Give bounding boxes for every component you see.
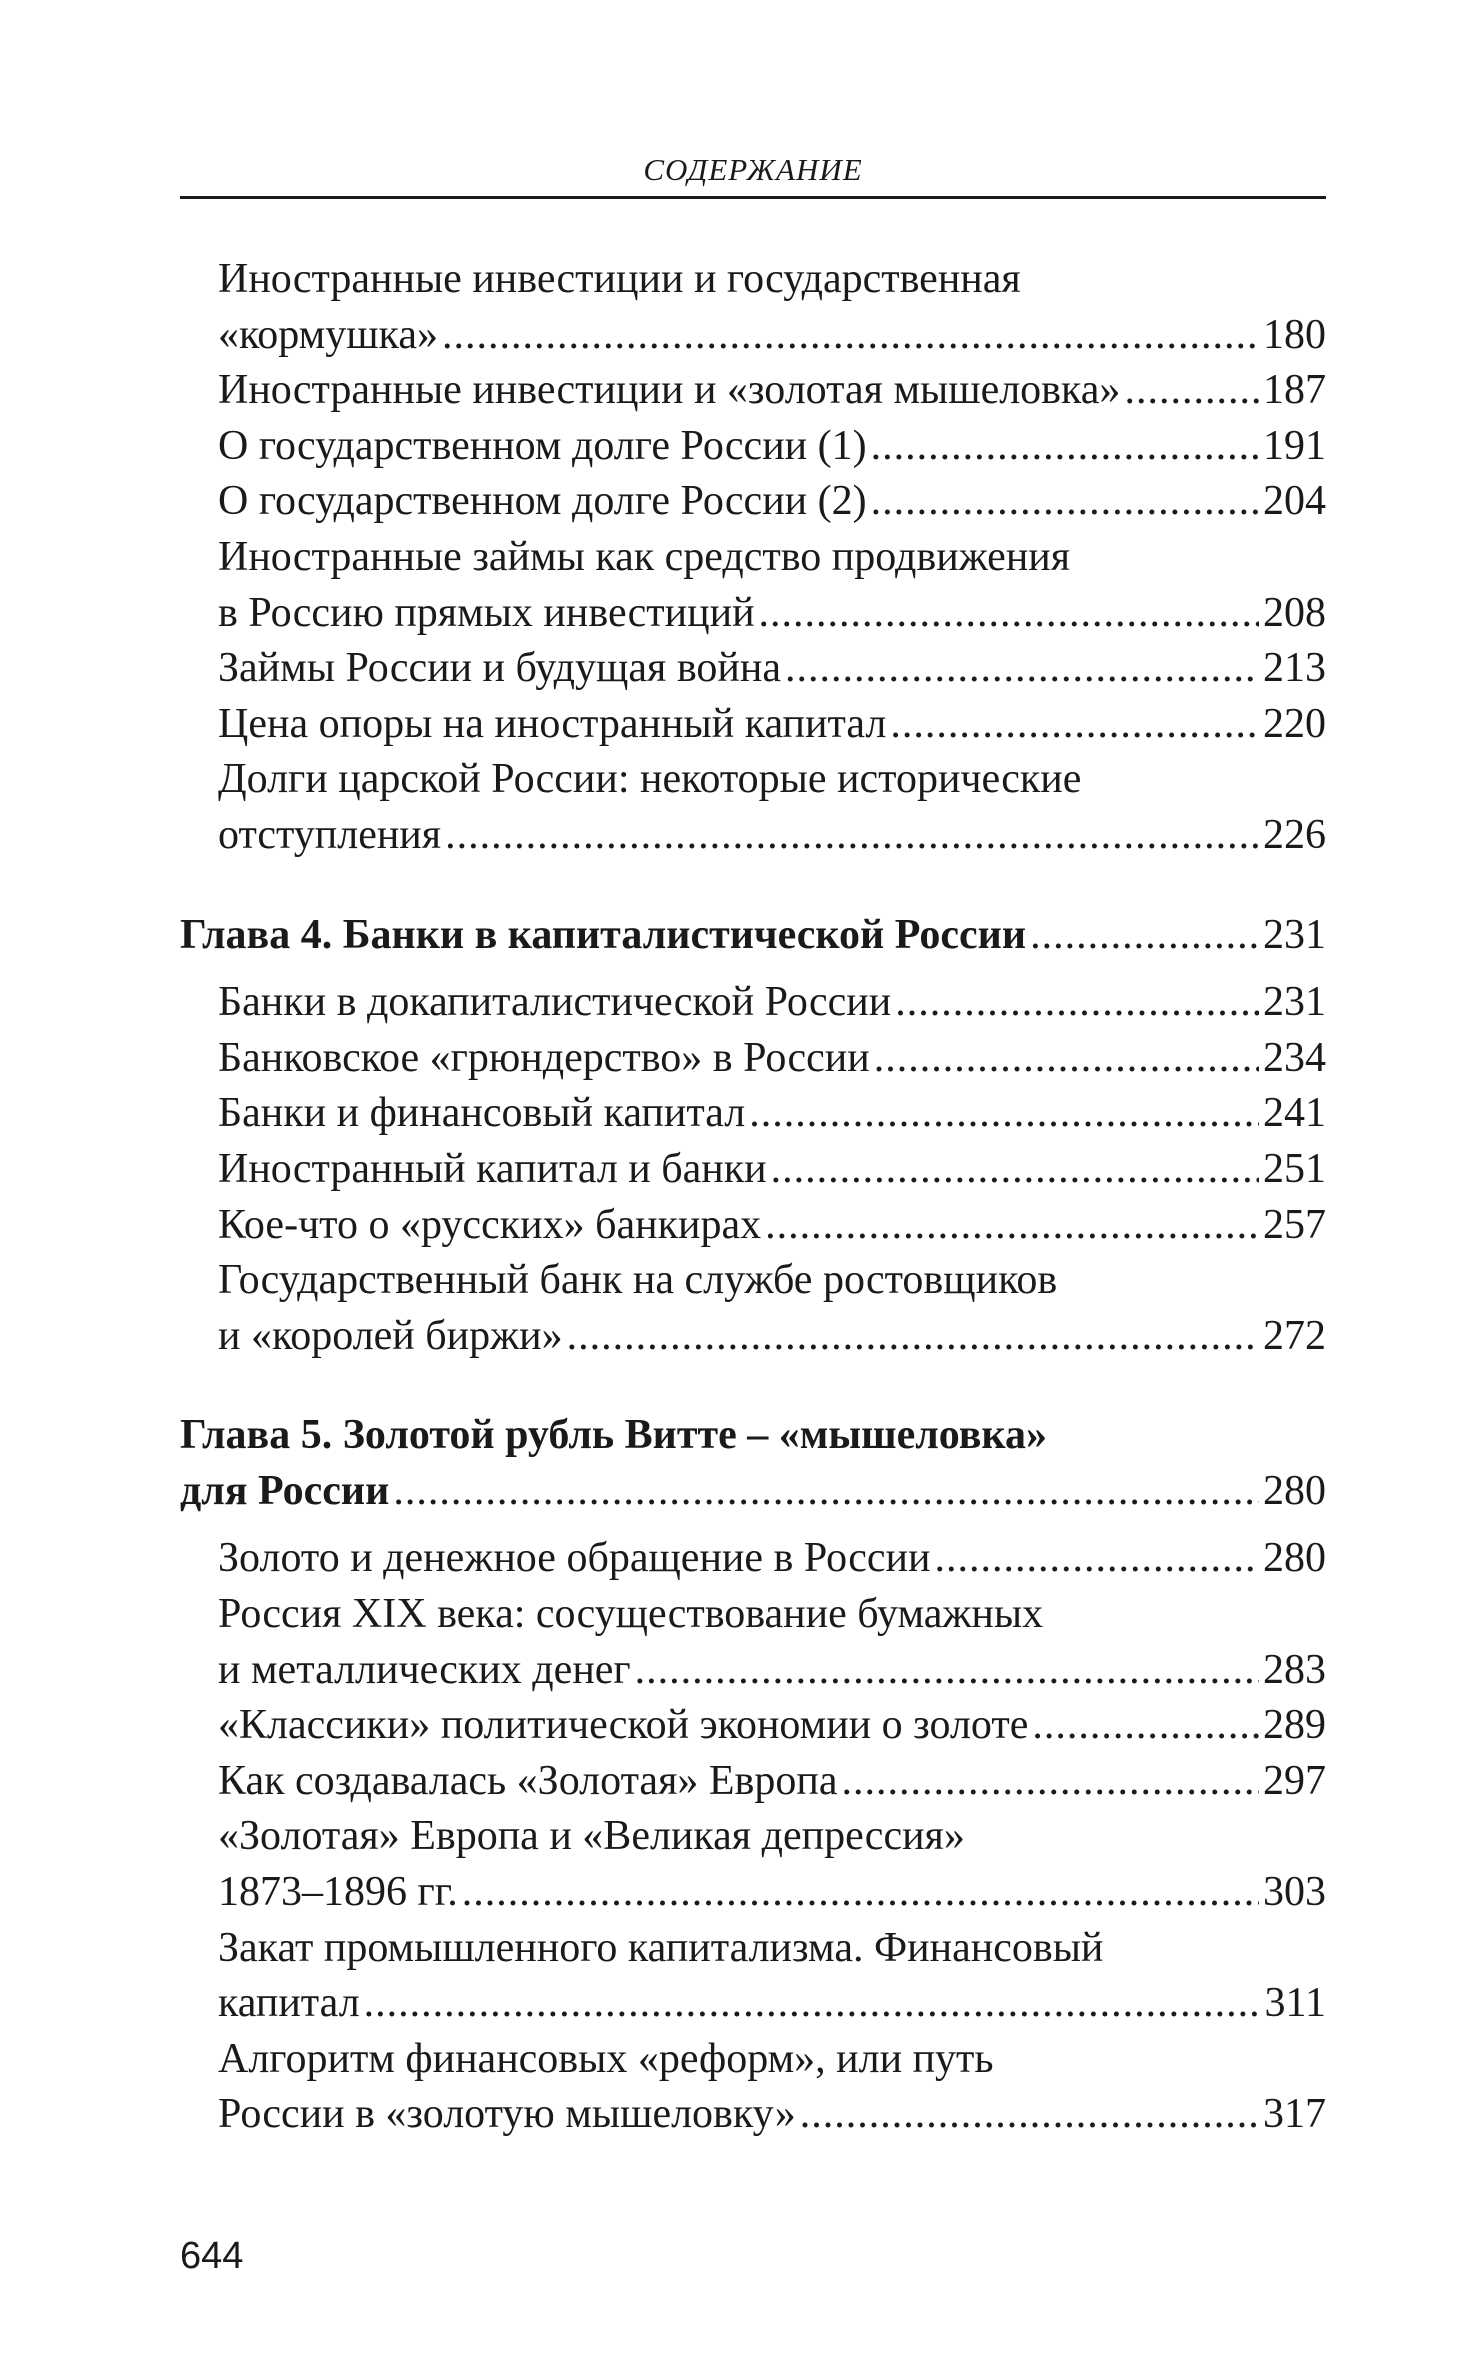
dot-leader bbox=[934, 1531, 1259, 1587]
toc-entry-line bbox=[180, 1142, 1326, 1198]
dot-leader bbox=[749, 1086, 1259, 1142]
toc-entry-title: в Россию прямых инвестиций bbox=[218, 589, 755, 636]
toc-entry-title: Глава 5. Золотой рубль Витте – «мышеловка» bbox=[180, 1412, 1047, 1459]
toc-entry-line bbox=[180, 1253, 1326, 1309]
toc-page-number: 251 bbox=[1263, 1145, 1326, 1192]
toc-entry-title: «Классики» политической экономии о золоте bbox=[218, 1702, 1029, 1749]
toc-entry-line bbox=[180, 530, 1326, 586]
toc-entry-title: отступления bbox=[218, 811, 442, 858]
toc-page-number: 226 bbox=[1263, 811, 1326, 858]
toc-page-number: 187 bbox=[1263, 367, 1326, 414]
dot-leader bbox=[842, 1754, 1260, 1810]
toc-entry-title: и металлических денег bbox=[218, 1646, 631, 1693]
dot-leader bbox=[445, 808, 1259, 864]
toc-entry-line bbox=[180, 1921, 1326, 1977]
toc-entry-title: Глава 4. Банки в капиталистической России bbox=[180, 911, 1027, 958]
toc-page-number: 303 bbox=[1263, 1869, 1326, 1916]
dot-leader bbox=[765, 1198, 1259, 1254]
toc-page-number: 280 bbox=[1263, 1467, 1326, 1514]
toc-entry-line bbox=[180, 586, 1326, 642]
toc-entry-title: О государственном долге России (1) bbox=[218, 422, 867, 469]
toc-entry-line bbox=[180, 1031, 1326, 1087]
dot-leader bbox=[871, 419, 1259, 475]
toc-entry-line bbox=[180, 419, 1326, 475]
toc-entry-title: Государственный банк на службе ростовщиков bbox=[218, 1257, 1058, 1304]
dot-leader bbox=[567, 1309, 1259, 1365]
toc-page-number: 257 bbox=[1263, 1201, 1326, 1248]
toc-page-number: 180 bbox=[1263, 311, 1326, 358]
toc-entry-title: Иностранные инвестиции и «золотая мышеловка» bbox=[218, 367, 1121, 414]
toc-entry-title: О государственном долге России (2) bbox=[218, 478, 867, 525]
toc-entry-title: Иностранный капитал и банки bbox=[218, 1145, 767, 1192]
toc-entry-line bbox=[180, 1865, 1326, 1921]
toc-entry-line bbox=[180, 474, 1326, 530]
dot-leader bbox=[393, 1464, 1259, 1520]
toc-entry-line bbox=[180, 1976, 1326, 2032]
toc-chapter-line bbox=[180, 908, 1326, 964]
running-head: СОДЕРЖАНИЕ bbox=[643, 152, 863, 187]
toc-entry-title: Займы России и будущая война bbox=[218, 645, 781, 692]
toc-entry-title: Кое-что о «русских» банкирах bbox=[218, 1201, 762, 1248]
toc-page-number: 213 bbox=[1263, 645, 1326, 692]
toc-entry-title: Россия XIX века: сосуществование бумажных bbox=[218, 1591, 1044, 1638]
toc-entry-title: Банковское «грюндерство» в России bbox=[218, 1034, 870, 1081]
dot-leader bbox=[890, 697, 1259, 753]
toc-entry-line bbox=[180, 1643, 1326, 1699]
toc-entry-line bbox=[180, 2032, 1326, 2088]
toc-entry-line bbox=[180, 1309, 1326, 1365]
dot-leader bbox=[635, 1643, 1259, 1699]
toc-entry-line bbox=[180, 363, 1326, 419]
toc-entry-title: 1873–1896 гг. bbox=[218, 1869, 458, 1916]
toc-entry-line bbox=[180, 252, 1326, 308]
toc-page-number: 191 bbox=[1263, 422, 1326, 469]
toc-entry-title: Алгоритм финансовых «реформ», или путь bbox=[218, 2035, 994, 2082]
dot-leader bbox=[874, 1031, 1259, 1087]
toc-entry-line bbox=[180, 975, 1326, 1031]
toc-page-number: 297 bbox=[1263, 1757, 1326, 1804]
toc-entry-line bbox=[180, 1754, 1326, 1810]
toc-page-number: 234 bbox=[1263, 1034, 1326, 1081]
toc-entry-title: капитал bbox=[218, 1980, 360, 2027]
toc-entry-line bbox=[180, 641, 1326, 697]
toc-entry-line bbox=[180, 697, 1326, 753]
toc-chapter-line bbox=[180, 1408, 1326, 1464]
toc-page-number: 231 bbox=[1263, 979, 1326, 1026]
dot-leader bbox=[462, 1865, 1259, 1921]
dot-leader bbox=[871, 474, 1259, 530]
toc-page-number: 231 bbox=[1263, 911, 1326, 958]
dot-leader bbox=[785, 641, 1259, 697]
dot-leader bbox=[364, 1976, 1261, 2032]
toc-entry-line bbox=[180, 1698, 1326, 1754]
dot-leader bbox=[771, 1142, 1259, 1198]
toc-page-number: 208 bbox=[1263, 589, 1326, 636]
toc-entry-title: Иностранные займы как средство продвижения bbox=[218, 533, 1071, 580]
toc-entry-line bbox=[180, 1587, 1326, 1643]
toc-entry-title: Цена опоры на иностранный капитал bbox=[218, 700, 887, 747]
toc-entry-line bbox=[180, 752, 1326, 808]
toc-page-number: 272 bbox=[1263, 1312, 1326, 1359]
dot-leader bbox=[800, 2087, 1259, 2143]
dot-leader bbox=[442, 308, 1259, 364]
toc-page-number: 220 bbox=[1263, 700, 1326, 747]
dot-leader bbox=[759, 586, 1259, 642]
toc-entry-title: Банки в докапиталистической России bbox=[218, 979, 892, 1026]
toc-page-number: 280 bbox=[1263, 1535, 1326, 1582]
toc-entry-title: и «королей биржи» bbox=[218, 1312, 563, 1359]
toc-entry-title: Долги царской России: некоторые исторические bbox=[218, 756, 1082, 803]
toc-entry-line bbox=[180, 308, 1326, 364]
toc-entry-title: Как создавалась «Золотая» Европа bbox=[218, 1757, 838, 1804]
toc-entry-title: «кормушка» bbox=[218, 311, 438, 358]
toc-entry-line bbox=[180, 1531, 1326, 1587]
toc-entry-title: «Золотая» Европа и «Великая депрессия» bbox=[218, 1813, 965, 1860]
toc-entry-title: России в «золотую мышеловку» bbox=[218, 2091, 796, 2138]
toc-entry-line bbox=[180, 1809, 1326, 1865]
toc-page-number: 204 bbox=[1263, 478, 1326, 525]
header-rule bbox=[180, 196, 1326, 199]
toc-chapter-line bbox=[180, 1464, 1326, 1520]
toc-page-number: 311 bbox=[1264, 1980, 1326, 2027]
toc-page-number: 283 bbox=[1263, 1646, 1326, 1693]
dot-leader bbox=[1030, 908, 1259, 964]
toc-page-number: 289 bbox=[1263, 1702, 1326, 1749]
table-of-contents bbox=[180, 252, 1326, 2143]
toc-entry-line bbox=[180, 2087, 1326, 2143]
toc-page-number: 317 bbox=[1263, 2091, 1326, 2138]
toc-entry-title: Золото и денежное обращение в России bbox=[218, 1535, 931, 1582]
toc-entry-title: для России bbox=[180, 1467, 390, 1514]
toc-page-number: 241 bbox=[1263, 1090, 1326, 1137]
dot-leader bbox=[895, 975, 1259, 1031]
toc-entry-title: Закат промышленного капитализма. Финансовый bbox=[218, 1924, 1104, 1971]
toc-entry-line bbox=[180, 1198, 1326, 1254]
toc-entry-line bbox=[180, 1086, 1326, 1142]
dot-leader bbox=[1032, 1698, 1259, 1754]
dot-leader bbox=[1124, 363, 1259, 419]
toc-entry-title: Банки и финансовый капитал bbox=[218, 1090, 746, 1137]
toc-entry-line bbox=[180, 808, 1326, 864]
toc-entry-title: Иностранные инвестиции и государственная bbox=[218, 256, 1021, 302]
page-number: 644 bbox=[180, 2235, 244, 2277]
